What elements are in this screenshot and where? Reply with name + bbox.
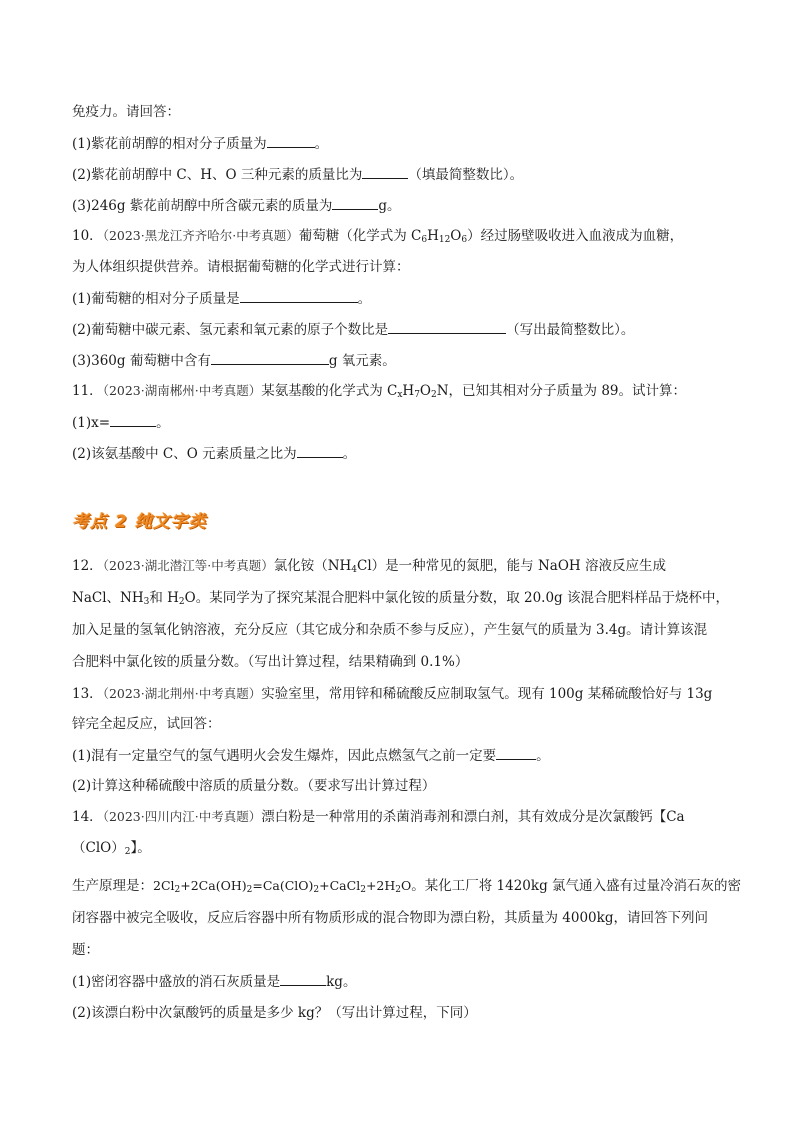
subscript: 2 <box>178 597 185 607</box>
subscript: 3 <box>143 597 150 607</box>
text: 氯化铵（NH <box>273 558 352 574</box>
question-number: 13． <box>72 686 103 702</box>
text: (2)紫花前胡醇中 C、H、O 三种元素的质量比为 <box>72 167 363 183</box>
subscript: 2 <box>431 390 437 400</box>
text: 。 <box>314 136 329 152</box>
section-heading: 考点 2 纯文字类 <box>72 512 207 532</box>
text: 。某化工厂将 1420kg 氯气通入盛有过量冷消石灰的密 <box>411 878 742 894</box>
text: O。某同学为了探究某混合肥料中氯化铵的质量分数，取 20.0g 该混合肥料样品于烧杯中， <box>184 590 729 606</box>
subscript: 4 <box>351 565 358 575</box>
text: （ClO） <box>72 840 125 856</box>
question-source: （2023·四川内江·中考真题） <box>102 809 262 824</box>
question-source: （2023·湖北荆州·中考真题） <box>102 686 262 701</box>
q9-part2 <box>72 164 523 185</box>
question-number: 10． <box>72 228 103 244</box>
text: 】。 <box>130 840 151 856</box>
question-number: 11． <box>72 383 103 399</box>
text: O <box>450 228 462 244</box>
text: ）经过肠壁吸收进入血液成为血糖， <box>467 228 684 244</box>
text: 。 <box>536 748 550 764</box>
q10-stem <box>72 226 683 246</box>
text: 。 <box>156 415 170 431</box>
subscript: 6 <box>421 235 428 245</box>
q9-continuation <box>72 102 180 122</box>
q13-line2 <box>72 714 221 734</box>
q13-part2 <box>72 776 435 796</box>
q14-line2 <box>72 838 151 858</box>
chemical-equation: $2Cl_2+2Ca(OH)_2=Ca(ClO)_2+CaCl_2+2H_2O$ <box>153 878 412 895</box>
text: 某氨基酸的化学式为 C <box>261 383 398 399</box>
text: 漂白粉是一种常用的杀菌消毒剂和漂白剂，其有效成分是次氯酸钙【Ca <box>261 809 685 825</box>
text: H <box>427 228 439 244</box>
question-number: 12． <box>72 558 103 574</box>
text: 加入足量的氢氧化钠溶液，充分反应（其它成分和杂质不参与反应），产生氨气的质量为 3.4g。请计算该混 <box>72 622 708 638</box>
text: 葡萄糖（化学式为 C <box>298 228 422 244</box>
text: 实验室里，常用锌和稀硫酸反应制取氢气。现有 100g 某稀硫酸恰好与 13g <box>261 686 713 702</box>
text: kg。 <box>326 974 357 990</box>
answer-blank[interactable] <box>211 350 329 365</box>
answer-blank[interactable] <box>496 745 536 760</box>
text: 题： <box>72 942 99 958</box>
text: (1)x= <box>72 415 111 431</box>
text: (3)246g 紫花前胡醇中所含碳元素的质量为 <box>72 198 333 214</box>
q14-line1 <box>72 807 685 827</box>
q14-part1 <box>72 971 356 992</box>
q14-principle <box>72 876 741 896</box>
subscript: x <box>397 390 403 400</box>
text: (1)葡萄糖的相对分子质量是 <box>72 291 240 307</box>
q11-stem <box>72 381 686 401</box>
answer-blank[interactable] <box>110 412 156 427</box>
text: 生产原理是： <box>72 878 153 894</box>
subscript: 12 <box>438 235 451 245</box>
text: 闭容器中被完全吸收，反应后容器中所有物质形成的混合物即为漂白粉，其质量为 4000kg，请回答下列问 <box>72 910 708 926</box>
text: 为人体组织提供营养。请根据葡萄糖的化学式进行计算： <box>72 259 410 275</box>
text: (1)密闭容器中盛放的消石灰质量是 <box>72 974 281 990</box>
question-source: （2023·湖北潜江等·中考真题） <box>102 558 274 573</box>
q10-stem-line2 <box>72 257 410 277</box>
text: 锌完全起反应，试回答： <box>72 716 221 732</box>
q12-line2 <box>72 588 729 608</box>
text: g 氧元素。 <box>328 353 396 369</box>
subscript: 2 <box>124 847 131 857</box>
q10-part3 <box>72 350 396 371</box>
q12-line4 <box>72 652 468 672</box>
q11-part1 <box>72 412 170 433</box>
text: g。 <box>378 198 401 214</box>
text: 和 H <box>149 590 179 606</box>
q13-part1 <box>72 745 550 766</box>
answer-blank[interactable] <box>240 288 358 303</box>
answer-blank[interactable] <box>267 133 315 148</box>
answer-blank[interactable] <box>388 319 506 334</box>
text: (2)该漂白粉中次氯酸钙的质量是多少 kg？（写出计算过程，下同） <box>72 1005 477 1021</box>
q10-part2 <box>72 319 634 340</box>
q14-line4 <box>72 908 708 928</box>
answer-blank[interactable] <box>362 164 408 179</box>
text: 合肥料中氯化铵的质量分数。（写出计算过程，结果精确到 0.1%） <box>72 654 469 670</box>
text: (2)计算这种稀硫酸中溶质的质量分数。（要求写出计算过程） <box>72 778 436 794</box>
text: （写出最简整数比）。 <box>506 322 635 338</box>
text: 免疫力。请回答： <box>72 104 180 120</box>
text: 。 <box>342 446 357 462</box>
q9-part1 <box>72 133 328 154</box>
text: （填最简整数比）。 <box>408 167 524 183</box>
text: (1)混有一定量空气的氢气遇明火会发生爆炸，因此点燃氢气之前一定要 <box>72 748 497 764</box>
text: Cl）是一种常见的氮肥，能与 NaOH 溶液反应生成 <box>357 558 666 574</box>
text: NaCl、NH <box>72 590 144 606</box>
q10-part1 <box>72 288 371 309</box>
text: O <box>419 383 431 399</box>
text: N，已知其相对分子质量为 89。试计算： <box>436 383 687 399</box>
q12-line3 <box>72 620 707 640</box>
text: (3)360g 葡萄糖中含有 <box>72 353 211 369</box>
q13-line1 <box>72 684 712 704</box>
subscript: 7 <box>414 390 420 400</box>
q14-line5 <box>72 940 99 960</box>
text: H <box>402 383 415 399</box>
q14-part2 <box>72 1003 477 1023</box>
answer-blank[interactable] <box>332 195 378 210</box>
text: (1)紫花前胡醇的相对分子质量为 <box>72 136 267 152</box>
answer-blank[interactable] <box>280 971 326 986</box>
text: (2)该氨基酸中 C、O 元素质量之比为 <box>72 446 297 462</box>
answer-blank[interactable] <box>297 443 343 458</box>
text: (2)葡萄糖中碳元素、氢元素和氧元素的原子个数比是 <box>72 322 389 338</box>
subscript: 6 <box>461 235 468 245</box>
question-source: （2023·黑龙江齐齐哈尔·中考真题） <box>102 228 299 243</box>
q12-line1 <box>72 556 666 576</box>
q9-part3 <box>72 195 400 216</box>
question-source: （2023·湖南郴州·中考真题） <box>102 383 262 398</box>
question-number: 14． <box>72 809 103 825</box>
q11-part2 <box>72 443 356 464</box>
text: 。 <box>357 291 372 307</box>
